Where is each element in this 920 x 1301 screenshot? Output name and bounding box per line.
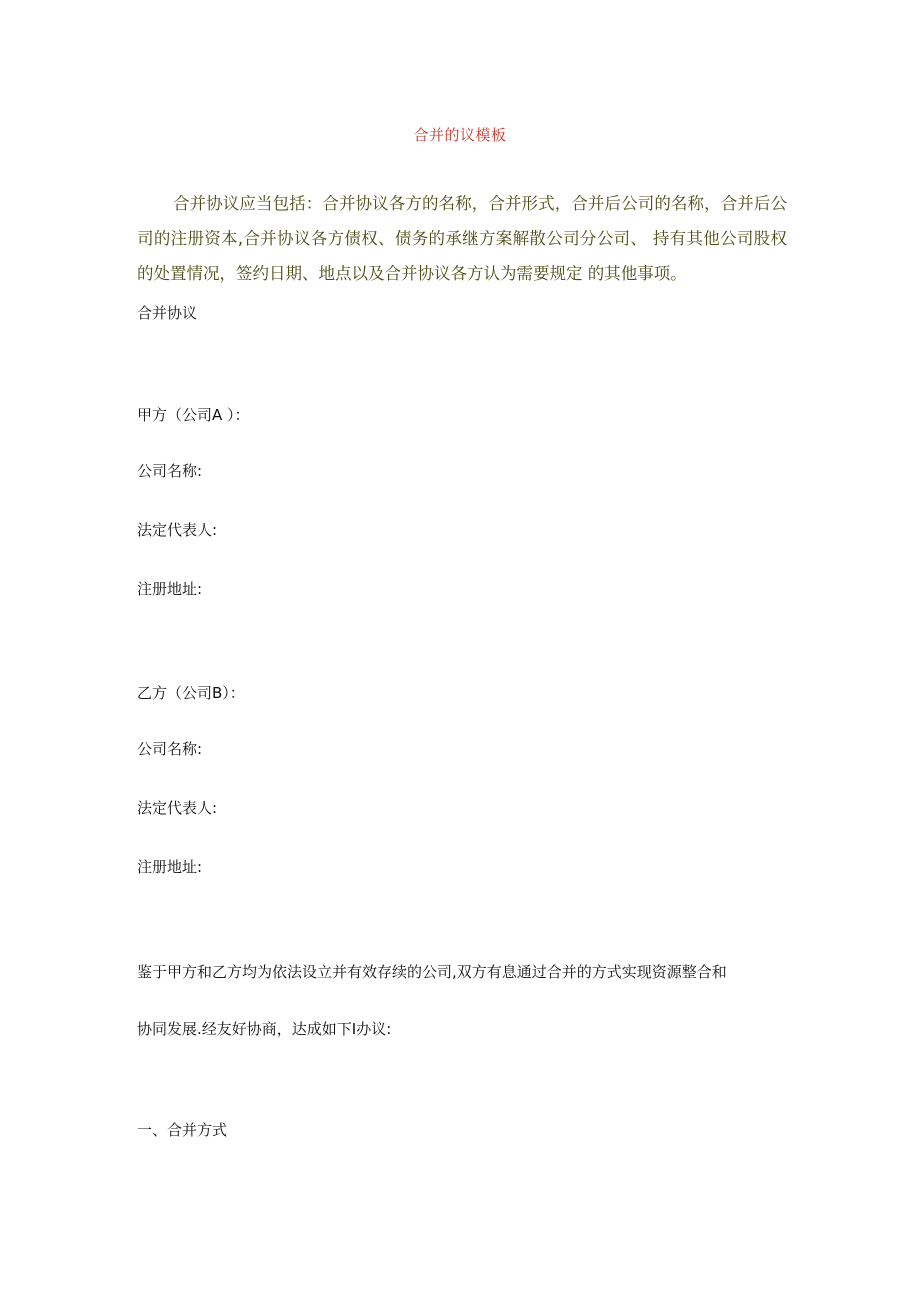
document-title: 合并的议模板 [413,126,507,144]
section-heading-merger-method: 一、合并方式 [137,1121,228,1139]
party-b-address-label: 注册地址: [137,858,203,876]
party-b-heading: 乙方（公司B）： [137,684,245,702]
agreement-heading: 合并协议 [137,304,198,322]
party-b-company-name-label: 公司名称: [137,740,203,758]
intro-paragraph: 合并协议应当包括：合并协议各方的名称，合并形式，合并后公司的名称，合并后公司的注册资本,合并协议各方债权、债务的承继方案解散公司分公司、 持有其他公司股权的处置情况，签约日期、地点以及合并协议各方认为需要规定 的其他事项。 [137,194,787,283]
party-a-address-label: 注册地址: [137,580,203,598]
party-a-legal-rep-label: 法定代表人: [137,521,218,539]
recital-line-1: 鉴于甲方和乙方均为依法设立并有效存续的公司,双方有息通过合并的方式实现资源整合和 [137,963,727,981]
party-b-legal-rep-label: 法定代表人: [137,799,218,817]
party-a-heading: 甲方（公司A ）： [137,406,250,424]
recital-line-2: 协同发展.经友好协商，达成如下I办议: [137,1020,392,1038]
party-a-company-name-label: 公司名称: [137,462,203,480]
